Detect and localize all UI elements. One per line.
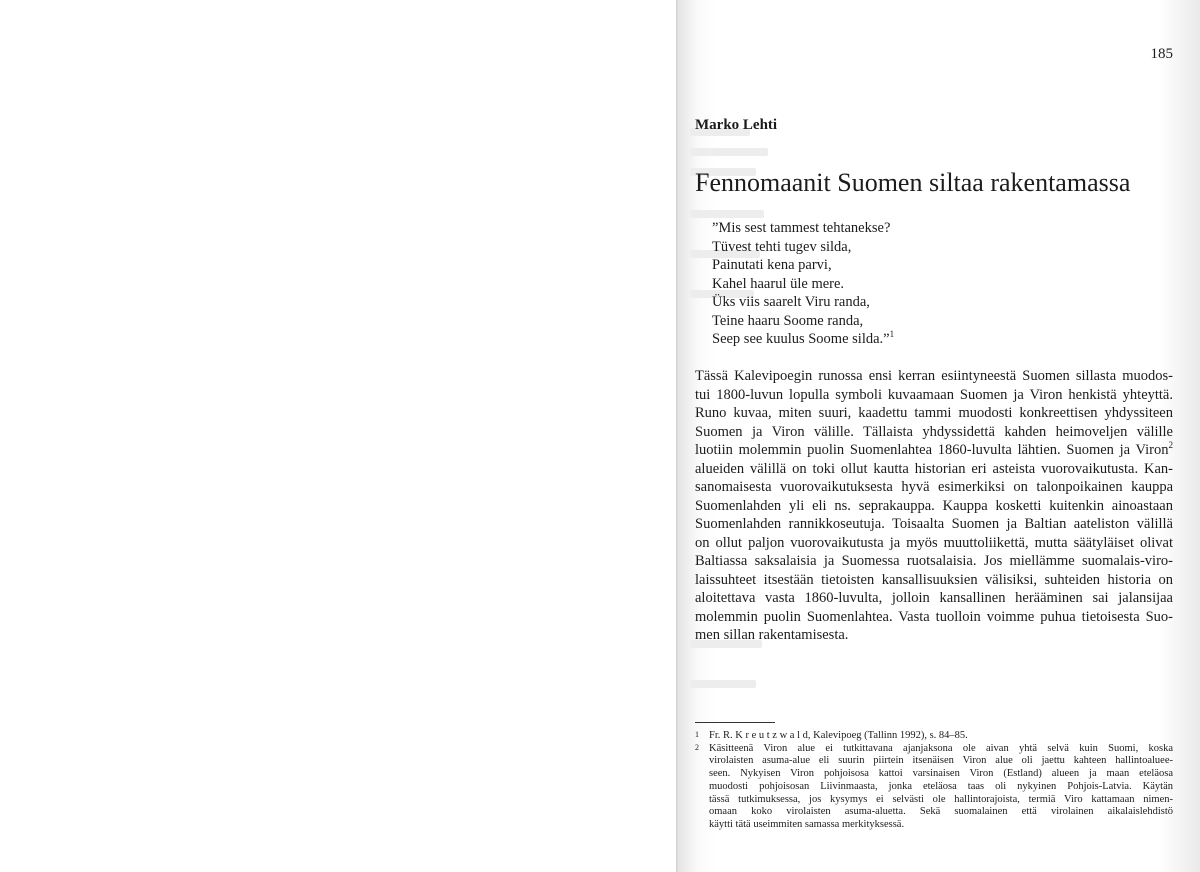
poem-line: ”Mis sest tammest tehtanekse? [712, 220, 891, 236]
body-line: men sillan rakentamisesta. [695, 627, 849, 643]
right-page [678, 0, 1200, 872]
article-title: Fennomaanit Suomen siltaa rakentamassa [695, 168, 1131, 197]
footnote-number: 2 [695, 742, 699, 752]
poem-line: Teine haaru Soome randa, [712, 312, 864, 329]
footnote-reference: 2 [1168, 440, 1173, 451]
body-line: aloitettava vasta 1860-luvulta, jolloin kansallinen herääminen sai jalansijaa [695, 590, 1173, 606]
footnote [695, 730, 1173, 743]
poem-line: Tüvest tehti tugev silda, [712, 238, 852, 255]
footnote-line: omaan koko virolaisten asuma-aluetta. Sekä suomalainen että virolainen aikalaislehdistö [709, 806, 1173, 818]
body-line: on ollut paljon vuorovaikutusta ja myös muuttoliikettä, mutta säätyläiset olivat [695, 534, 1173, 551]
body-line: alueiden välillä on toki ollut kautta historian eri asteista vuorovaikutusta. Kan- [695, 460, 1173, 477]
show-through-mark [690, 148, 768, 156]
footnote-reference: 1 [889, 329, 895, 340]
poem-line: Üks viis saarelt Viru randa, [712, 294, 870, 310]
footnote [695, 743, 1173, 832]
body-line: laissuhteet itsestään tietoisten kansallisuuksien välisiksi, suhteiden historia on [695, 571, 1173, 588]
poem-line: Kahel haarul üle mere. [712, 275, 845, 292]
body-line: Runo kuvaa, miten suuri, kaadettu tammi muodosti konkreettisen yhdyssiteen [695, 405, 1173, 421]
show-through-mark [690, 210, 764, 218]
show-through-mark [690, 680, 756, 688]
footnote-line: virolaisten asuma-alue eli suurin piirtein itsenäisen Viron alue oli jaettu kahteen hallintoaluee- [709, 755, 1173, 767]
body-line: Tässä Kalevipoegin runossa ensi kerran esiintyneestä Suomen sillasta muodos- [695, 368, 1173, 384]
page-number: 185 [1150, 46, 1173, 62]
body-paragraph [695, 367, 1173, 645]
poem-line: Painutati kena parvi, [712, 257, 832, 273]
body-line: Suomen ja Viron välille. Tällaista yhdyssidettä kahden heimoveljen välille [695, 423, 1173, 440]
footnote-line: Käsitteenä Viron alue ei tutkittavana ajanjaksona ole aivan yhtä selvä kuin Suomi, koska [709, 742, 1173, 754]
footnote-divider [695, 722, 775, 723]
footnote-line: seen. Nykyisen Viron pohjoisosa kattoi varsinaisen Viron (Estland) alueen ja maan eteläosa [709, 768, 1173, 780]
footnote-line: tässä tutkimuksessa, jos kysymys ei selvästi ole hallintorajoista, termiä Viro kattamaan nimen- [709, 793, 1173, 805]
author-name: Marko Lehti [695, 117, 778, 133]
footnote-line: Fr. R. K r e u t z w a l d, Kalevipoeg (Tallinn 1992), s. 84–85. [709, 730, 968, 741]
footnote-line: muodosti pohjoisosan Liivinmaasta, jonka eteläosa taas oli nykyinen Pohjois-Latvia. Käytän [709, 780, 1173, 792]
poem-line: Seep see kuulus Soome silda.”$^1$ [712, 329, 895, 347]
footnote-line: käytti tätä useimmiten samassa merkityksessä. [709, 818, 905, 830]
body-line: Suomenlahden yli eli ns. seprakauppa. Kauppa kosketti kuitenkin ainoastaan [695, 497, 1173, 514]
footnotes [695, 730, 1173, 832]
body-line: Suomenlahden rannikkoseutuja. Toisaalta Suomen ja Baltian aateliston välillä [695, 516, 1173, 532]
body-line: Baltiassa saksalaisia ja Suomessa ruotsalaisia. Jos miellämme suomalais-viro- [695, 553, 1173, 569]
body-line: tui 1800-luvun lopulla symboli kuvaamaan Suomen ja Viron henkistä yhteyttä. [695, 386, 1173, 403]
body-line: molemmin puolin Suomenlahtea. Vasta tuolloin voimme puhua tietoisesta Suo- [695, 608, 1173, 625]
footnote-number: 1 [695, 730, 699, 739]
body-line: sanomaisesta vuorovaikutuksesta hyvä esimerkiksi on talonpoikainen kauppa [695, 479, 1173, 495]
body-line: luotiin molemmin puolin Suomenlahtea 1860-luvulta lähtien. Suomen ja Viron$^2$ [695, 440, 1173, 458]
poem-epigraph [712, 219, 1112, 349]
